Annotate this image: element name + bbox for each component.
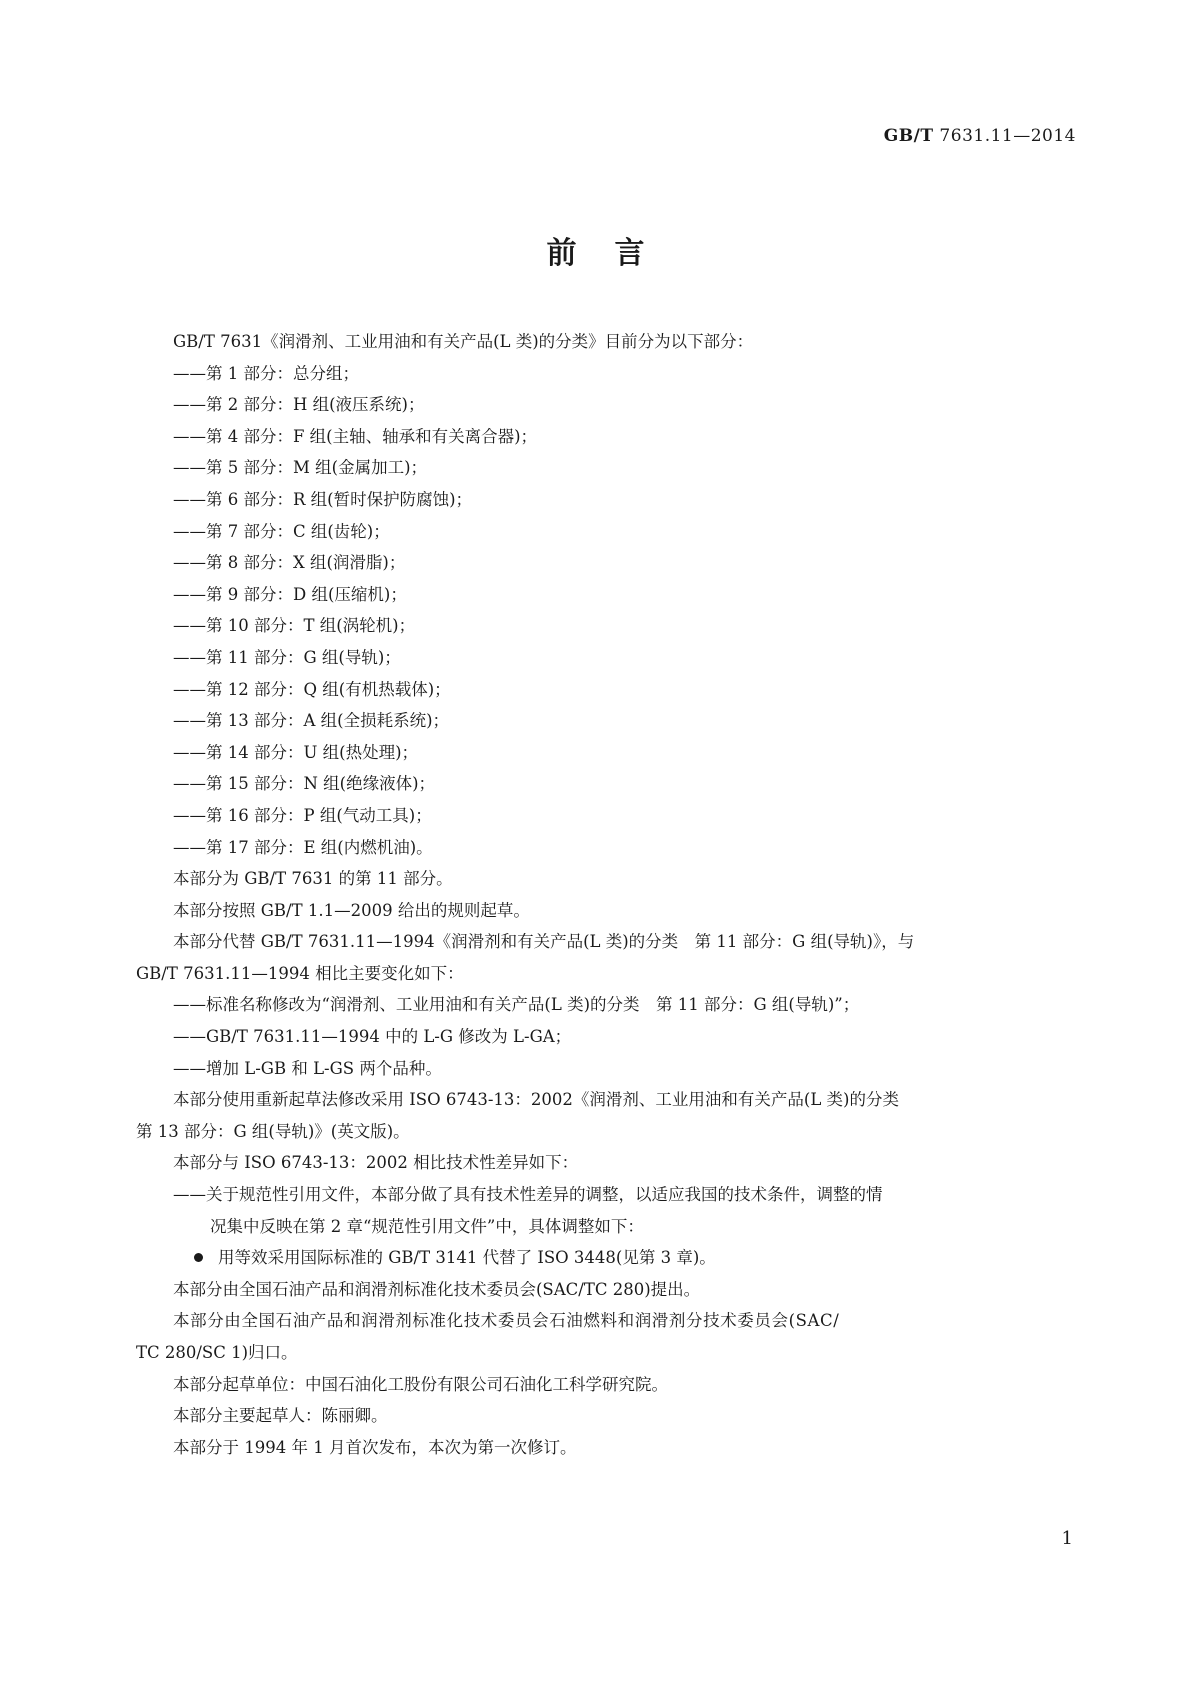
centralized-paragraph-line2: TC 280/SC 1)归口。 [136, 1343, 298, 1362]
centralized-paragraph-line1: 本部分由全国石油产品和润滑剂标准化技术委员会石油燃料和润滑剂分技术委员会(SAC/ [173, 1311, 840, 1331]
list-item: ——第 7 部分：C 组(齿轮)； [173, 521, 390, 541]
list-item: ——GB/T 7631.11—1994 中的 L-G 修改为 L-GA； [173, 1027, 572, 1047]
list-item: ——增加 L-GB 和 L-GS 两个品种。 [173, 1058, 442, 1078]
standard-prefix: GB/T [883, 126, 934, 146]
diff-item-line2: 况集中反映在第 2 章“规范性引用文件”中，具体调整如下： [210, 1216, 644, 1236]
bullet-item [136, 1242, 1060, 1274]
list-item: ——第 13 部分：A 组(全损耗系统)； [173, 711, 450, 731]
list-item: ——标准名称修改为“润滑剂、工业用油和有关产品(L 类)的分类 第 11 部分：G 组(导轨)”； [173, 995, 860, 1015]
history-paragraph: 本部分于 1994 年 1 月首次发布，本次为第一次修订。 [173, 1437, 577, 1457]
drafter-paragraph: 本部分主要起草人：陈丽卿。 [173, 1406, 388, 1426]
list-item: ——第 6 部分：R 组(暂时保护防腐蚀)； [173, 489, 473, 509]
standard-number-header [884, 126, 1076, 146]
iso-paragraph-line2: 第 13 部分：G 组(导轨)》(英文版)。 [136, 1121, 410, 1141]
part-of-paragraph: 本部分为 GB/T 7631 的第 11 部分。 [173, 869, 453, 889]
diff-item-line1: ——关于规范性引用文件，本部分做了具有技术性差异的调整，以适应我国的技术条件，调整的情 [173, 1185, 883, 1205]
parts-list [136, 358, 1060, 864]
intro-paragraph: GB/T 7631《润滑剂、工业用油和有关产品(L 类)的分类》目前分为以下部分： [173, 332, 754, 351]
page-number: 1 [1061, 1528, 1073, 1549]
list-item: ——第 10 部分：T 组(涡轮机)； [173, 616, 416, 636]
bullet-text: 用等效采用国际标准的 GB/T 3141 代替了 ISO 3448(见第 3 章)。 [218, 1248, 716, 1268]
list-item: ——第 4 部分：F 组(主轴、轴承和有关离合器)； [173, 426, 538, 446]
list-item: ——第 1 部分：总分组； [173, 363, 359, 383]
proposed-paragraph: 本部分由全国石油产品和润滑剂标准化技术委员会(SAC/TC 280)提出。 [173, 1279, 701, 1299]
changes-list [136, 989, 1060, 1084]
list-item: ——第 16 部分：P 组(气动工具)； [173, 805, 432, 825]
replace-paragraph-line1: 本部分代替 GB/T 7631.11—1994《润滑剂和有关产品(L 类)的分类 第 11 部分：G 组(导轨)》，与 [173, 932, 915, 952]
page-title: 前言 [546, 236, 683, 271]
rules-paragraph: 本部分按照 GB/T 1.1—2009 给出的规则起草。 [173, 900, 530, 920]
list-item: ——第 14 部分：U 组(热处理)； [173, 742, 419, 762]
list-item: ——第 5 部分：M 组(金属加工)； [173, 458, 428, 478]
foreword-body [136, 326, 1060, 1463]
list-item: ——第 12 部分：Q 组(有机热载体)； [173, 679, 451, 699]
iso-paragraph-line1: 本部分使用重新起草法修改采用 ISO 6743-13：2002《润滑剂、工业用油和有关产品(L 类)的分类 [173, 1090, 899, 1110]
standard-code: 7631.11—2014 [933, 126, 1076, 146]
list-item: ——第 15 部分：N 组(绝缘液体)； [173, 774, 436, 794]
replace-paragraph-line2: GB/T 7631.11—1994 相比主要变化如下： [136, 963, 464, 983]
list-item: ——第 9 部分：D 组(压缩机)； [173, 584, 407, 604]
list-item: ——第 2 部分：H 组(液压系统)； [173, 395, 425, 415]
drafting-unit-paragraph: 本部分起草单位：中国石油化工股份有限公司石油化工科学研究院。 [173, 1374, 668, 1394]
list-item: ——第 17 部分：E 组(内燃机油)。 [173, 837, 433, 857]
list-item: ——第 11 部分：G 组(导轨)； [173, 647, 401, 667]
diff-paragraph: 本部分与 ISO 6743-13：2002 相比技术性差异如下： [173, 1153, 579, 1173]
bullet-icon [194, 1253, 203, 1262]
list-item: ——第 8 部分：X 组(润滑脂)； [173, 553, 406, 573]
